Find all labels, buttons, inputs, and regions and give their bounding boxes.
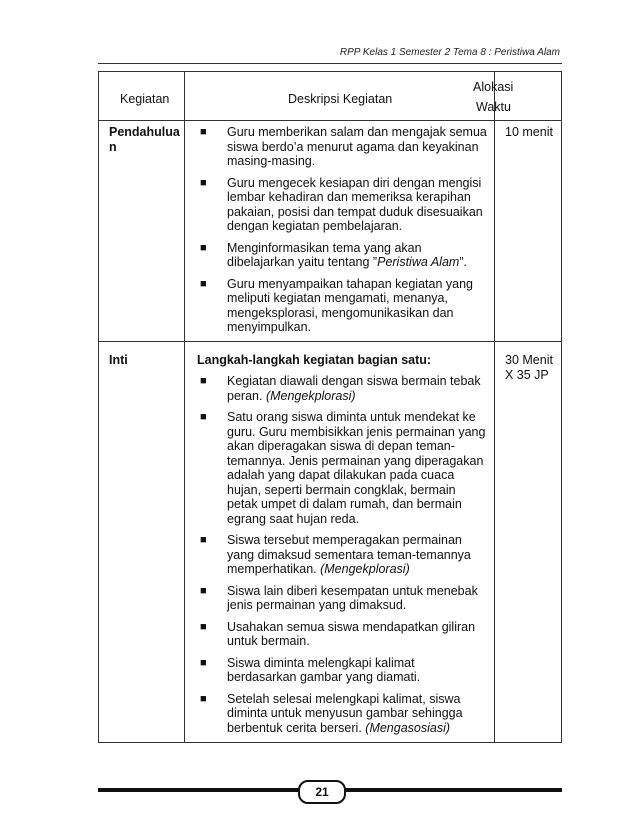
pendahuluan-list: [197, 125, 487, 342]
list-item: ■ Guru mengecek kesiapan diri dengan mengisi lembar kehadiran dan memeriksa kerapihan pakaian, posisi dan tempat duduk disesuaikan dengan kegiatan pembelajaran.: [200, 175, 483, 233]
list-item: ■ Siswa lain diberi kesempatan untuk menebak jenis permainan yang dimaksud.: [200, 583, 478, 612]
bullet-icon: ■: [200, 411, 207, 423]
list-item: ■ Guru memberikan salam dan mengajak semua siswa berdo’a menurut agama dan keyakinan masing-masing.: [200, 125, 487, 168]
bullet-icon: ■: [200, 692, 207, 705]
bullet-icon: ■: [200, 584, 207, 597]
header-kegiatan: Kegiatan: [120, 92, 170, 106]
list-item: ■ Setelah selesai melengkapi kalimat, siswa diminta untuk menyusun gambar sehingga berbentuk cerita berseri. (Mengasosiasi): [200, 691, 463, 735]
list-item: ■ Siswa diminta melengkapi kalimat berdasarkan gambar yang diamati.: [200, 655, 421, 684]
bullet-icon: ■: [200, 176, 207, 189]
lesson-table: [98, 71, 562, 743]
bullet-icon: ■: [200, 241, 207, 254]
header-rule: [98, 63, 562, 64]
row-pendahuluan-label: Pendahulua n: [109, 125, 180, 154]
header-alokasi: Alokasi: [473, 80, 514, 94]
column-divider: [494, 72, 495, 742]
header-waktu: Waktu: [476, 100, 511, 114]
list-item: ■ Usahakan semua siswa mendapatkan giliran untuk bermain.: [200, 619, 476, 648]
list-item: ■ Siswa tersebut memperagakan permainan yang dimaksud sementara teman-temannya memperhatikan. (Mengekplorasi): [200, 533, 471, 576]
bullet-icon: ■: [200, 620, 207, 633]
inti-subheading: Langkah-langkah kegiatan bagian satu:: [197, 353, 432, 367]
inti-list: [197, 374, 487, 742]
bullet-icon: ■: [200, 126, 207, 138]
list-item: ■ Menginformasikan tema yang akan dibelajarkan yaitu tentang ”Peristiwa Alam”.: [200, 240, 467, 269]
list-item: ■ Satu orang siswa diminta untuk mendekat ke guru. Guru membisikkan jenis permainan yang akan diperagakan siswa di depan teman-temannya. Jenis permainan yang diperagakan adalah yang dapat dilakukan pada cuaca hujan, seperti bermain congklak, bermain petak umpet di dalam rumah, dan bermain egrang saat hujan reda.: [200, 410, 486, 526]
list-item: ■ Guru menyampaikan tahapan kegiatan yang meliputi kegiatan mengamati, menanya, mengeksplorasi, mengomunikasikan dan menyimpulkan.: [200, 276, 473, 334]
header-divider: [99, 120, 561, 121]
footer-rule-left: [98, 788, 304, 792]
list-item: ■ Kegiatan diawali dengan siswa bermain tebak peran. (Mengekplorasi): [200, 374, 481, 403]
bullet-icon: ■: [200, 656, 207, 669]
row-inti-time: 30 Menit X 35 JP: [505, 353, 553, 382]
page-number: 21: [298, 780, 346, 804]
bullet-icon: ■: [200, 277, 207, 290]
header-deskripsi: Deskripsi Kegiatan: [288, 92, 393, 106]
footer-rule-right: [336, 788, 562, 792]
column-divider: [184, 72, 185, 742]
bullet-icon: ■: [200, 375, 207, 387]
running-head: RPP Kelas 1 Semester 2 Tema 8 : Peristiwa Alam: [339, 47, 560, 58]
row-pendahuluan-time: 10 menit: [505, 125, 553, 139]
bullet-icon: ■: [200, 534, 207, 546]
row-inti-label: Inti: [109, 353, 128, 367]
